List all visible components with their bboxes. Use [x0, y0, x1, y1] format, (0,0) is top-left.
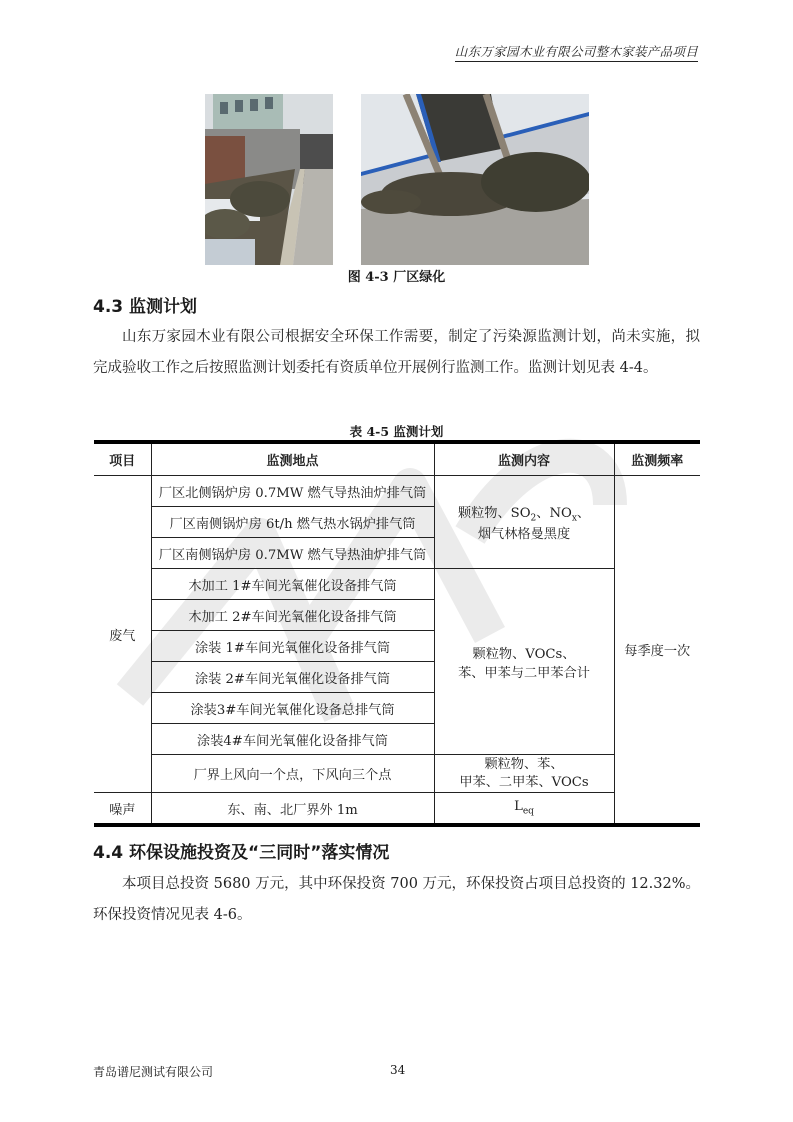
content-text: 苯、甲苯与二甲苯合计 [458, 665, 590, 681]
header-item: 项目 [94, 442, 151, 476]
location-cell: 涂装3#车间光氧催化设备总排气筒 [151, 693, 434, 724]
section-heading-4-4: 4.4 环保设施投资及“三同时”落实情况 [93, 843, 390, 863]
monitoring-plan-table [94, 440, 700, 827]
table-caption: 表 4-5 监测计划 [349, 424, 444, 439]
location-cell: 涂装 2#车间光氧催化设备排气筒 [151, 662, 434, 693]
content-text: L [514, 799, 523, 815]
content-text: 、 [576, 505, 591, 521]
table-row [94, 569, 700, 600]
content-workshop [434, 569, 614, 755]
location-cell: 厂区北侧锅炉房 0.7MW 燃气导热油炉排气筒 [151, 476, 434, 507]
content-boundary [434, 755, 614, 793]
frequency-cell: 每季度一次 [614, 476, 700, 826]
location-cell: 涂装 1#车间光氧催化设备排气筒 [151, 631, 434, 662]
location-cell: 涂装4#车间光氧催化设备排气筒 [151, 724, 434, 755]
section-4-3-paragraph: 山东万家园木业有限公司根据安全环保工作需要，制定了污染源监测计划，尚未实施，拟完成验收工作之后按照监测计划委托有资质单位开展例行监测工作。监测计划见表 4-4。 [93, 329, 700, 376]
content-noise [434, 793, 614, 826]
content-text: 甲苯、二甲苯、VOCs [459, 774, 589, 790]
figure-caption: 图 4-3 厂区绿化 [347, 270, 446, 285]
content-boiler [434, 476, 614, 569]
section-heading-4-3: 4.3 监测计划 [93, 297, 198, 317]
location-cell: 厂区南侧锅炉房 6t/h 燃气热水锅炉排气筒 [151, 507, 434, 538]
location-cell: 厂界上风向一个点，下风向三个点 [151, 755, 434, 793]
location-cell: 厂区南侧锅炉房 0.7MW 燃气导热油炉排气筒 [151, 538, 434, 569]
table-row [94, 793, 700, 826]
table-header-row [94, 442, 700, 476]
page-number: 34 [390, 1063, 406, 1077]
subscript: eq [522, 806, 534, 817]
category-waste-gas: 废气 [94, 476, 151, 793]
section-4-4-paragraph: 本项目总投资 5680 万元，其中环保投资 700 万元，环保投资占项目总投资的 12.32%。环保投资情况见表 4-6。 [93, 876, 700, 923]
page-header: 山东万家园木业有限公司整木家装产品项目 [455, 42, 698, 62]
content-text: 、NO [536, 505, 572, 521]
location-cell: 木加工 2#车间光氧催化设备排气筒 [151, 600, 434, 631]
location-cell: 东、南、北厂界外 1m [151, 793, 434, 826]
location-cell: 木加工 1#车间光氧催化设备排气筒 [151, 569, 434, 600]
header-location: 监测地点 [151, 442, 434, 476]
greening-photo-right [361, 94, 589, 265]
table-row [94, 755, 700, 793]
subscript: 2 [530, 513, 537, 524]
content-text: 颗粒物、VOCs、 [472, 646, 576, 662]
content-text: 颗粒物、SO [457, 505, 531, 521]
greening-photo-left [205, 94, 333, 265]
table-row [94, 476, 700, 507]
category-noise: 噪声 [94, 793, 151, 826]
subscript: x [571, 513, 577, 524]
footer-company: 青岛谱尼测试有限公司 [93, 1065, 214, 1079]
content-text: 颗粒物、苯、 [484, 756, 564, 772]
header-content: 监测内容 [434, 442, 614, 476]
content-text: 烟气林格曼黑度 [477, 527, 571, 543]
header-frequency: 监测频率 [614, 442, 700, 476]
